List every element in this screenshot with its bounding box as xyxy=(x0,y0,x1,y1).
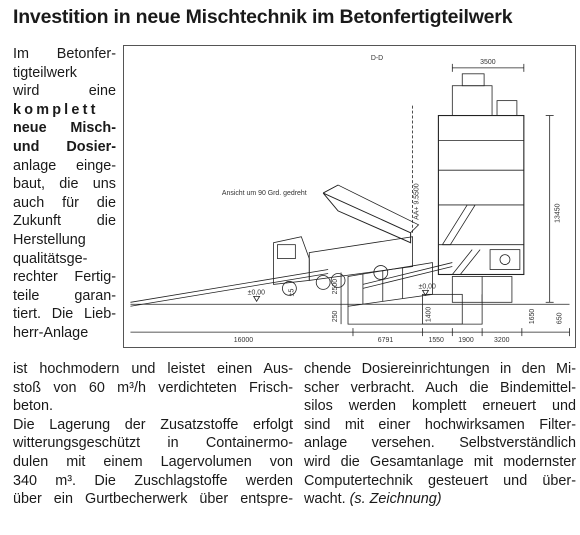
intro-line: herr-Anlage xyxy=(13,324,89,341)
intro-line: rechter Fertig- xyxy=(13,269,116,286)
intro-line-bold xyxy=(13,138,116,157)
intro-line: wird eine xyxy=(13,83,116,100)
dim-vert-5: 650 xyxy=(556,312,564,325)
article-title: Investition in neue Mischtechnik im Betonfertigteilwerk xyxy=(13,6,513,28)
plant-cross-section xyxy=(124,46,575,347)
intro-line: baut, die uns xyxy=(13,176,116,193)
dim-vert-3: 1400 xyxy=(425,306,433,323)
dim-bottom-5: 3200 xyxy=(494,337,510,345)
bold-text: komplett xyxy=(13,101,99,118)
text-line: über ein Gurtbecherwerk über entspre- xyxy=(13,491,293,508)
rotation-note: Ansicht um 90 Grd. gedreht xyxy=(221,190,307,198)
bold-text: neue Misch- xyxy=(13,120,116,137)
intro-line: auch für die xyxy=(13,194,116,211)
text-line: Computertechnik gesteuert und über- xyxy=(304,472,576,489)
left-column xyxy=(13,360,293,509)
dim-vert-4: 1650 xyxy=(528,308,536,325)
intro-line: Im Betonfer- xyxy=(13,46,116,62)
dim-vert-1: 2500 xyxy=(332,278,340,295)
intro-line: Zukunft die xyxy=(13,213,116,230)
intro-line: Herstellung xyxy=(13,231,86,248)
text-line: ist hochmodern und leistet einen Aus- xyxy=(13,361,293,377)
technical-drawing xyxy=(123,45,576,348)
dim-top-width: 3500 xyxy=(480,58,496,66)
text-line: 340 m³. Die Zuschlagstoffe werden xyxy=(13,472,293,489)
intro-column xyxy=(13,45,116,343)
level-marker: ±0,00 xyxy=(247,289,265,297)
height-label: AA+ 9.5500 xyxy=(413,183,421,220)
dim-bottom-4: 1900 xyxy=(458,337,474,345)
dim-height-right: 13450 xyxy=(554,203,562,223)
text-line: Die Lagerung der Zusatzstoffe erfolgt xyxy=(13,416,293,433)
dim-bottom-3: 1550 xyxy=(428,337,444,345)
level-marker: ±0,00 xyxy=(418,283,436,291)
intro-line: tigteilwerk xyxy=(13,64,77,81)
text-line: stoß von 60 m³/h verdichteten Frisch- xyxy=(13,379,293,396)
section-label: D-D xyxy=(370,54,384,62)
text-line: sind mit einer hochwirksamen Filter- xyxy=(304,416,576,433)
drawing-reference: (s. Zeichnung) xyxy=(349,491,442,508)
intro-line: teile garan- xyxy=(13,287,116,304)
intro-line-bold xyxy=(13,101,116,120)
text-line: chende Dosiereinrichtungen in den Mi- xyxy=(304,361,576,377)
text-line-final xyxy=(304,490,576,509)
intro-line-bold xyxy=(13,119,116,138)
right-column xyxy=(304,360,576,509)
text-line: silos werden komplett erneuert und xyxy=(304,398,576,415)
intro-line: anlage einge- xyxy=(13,157,116,174)
final-text: wacht. xyxy=(304,491,346,508)
dim-vert-2: 250 xyxy=(332,310,340,323)
bold-text: und Dosier- xyxy=(13,138,116,155)
text-line: wird die Gesamtanlage mit modernster xyxy=(304,453,576,470)
text-line: witterungsgeschützt in Containermo- xyxy=(13,435,293,452)
text-line: dulen mit einem Lagervolumen von xyxy=(13,453,293,470)
dim-bottom-1: 16000 xyxy=(233,337,254,345)
dim-bottom-2: 6791 xyxy=(377,337,394,345)
slope-label: ±5 xyxy=(288,288,296,297)
text-line: anlage versehen. Selbstverständlich xyxy=(304,435,576,452)
text-line: scher verbracht. Auch die Bindemittel- xyxy=(304,379,576,396)
intro-line: tiert. Die Lieb- xyxy=(13,306,116,323)
text-line: beton. xyxy=(13,398,54,415)
intro-line: qualitätsge- xyxy=(13,250,88,267)
